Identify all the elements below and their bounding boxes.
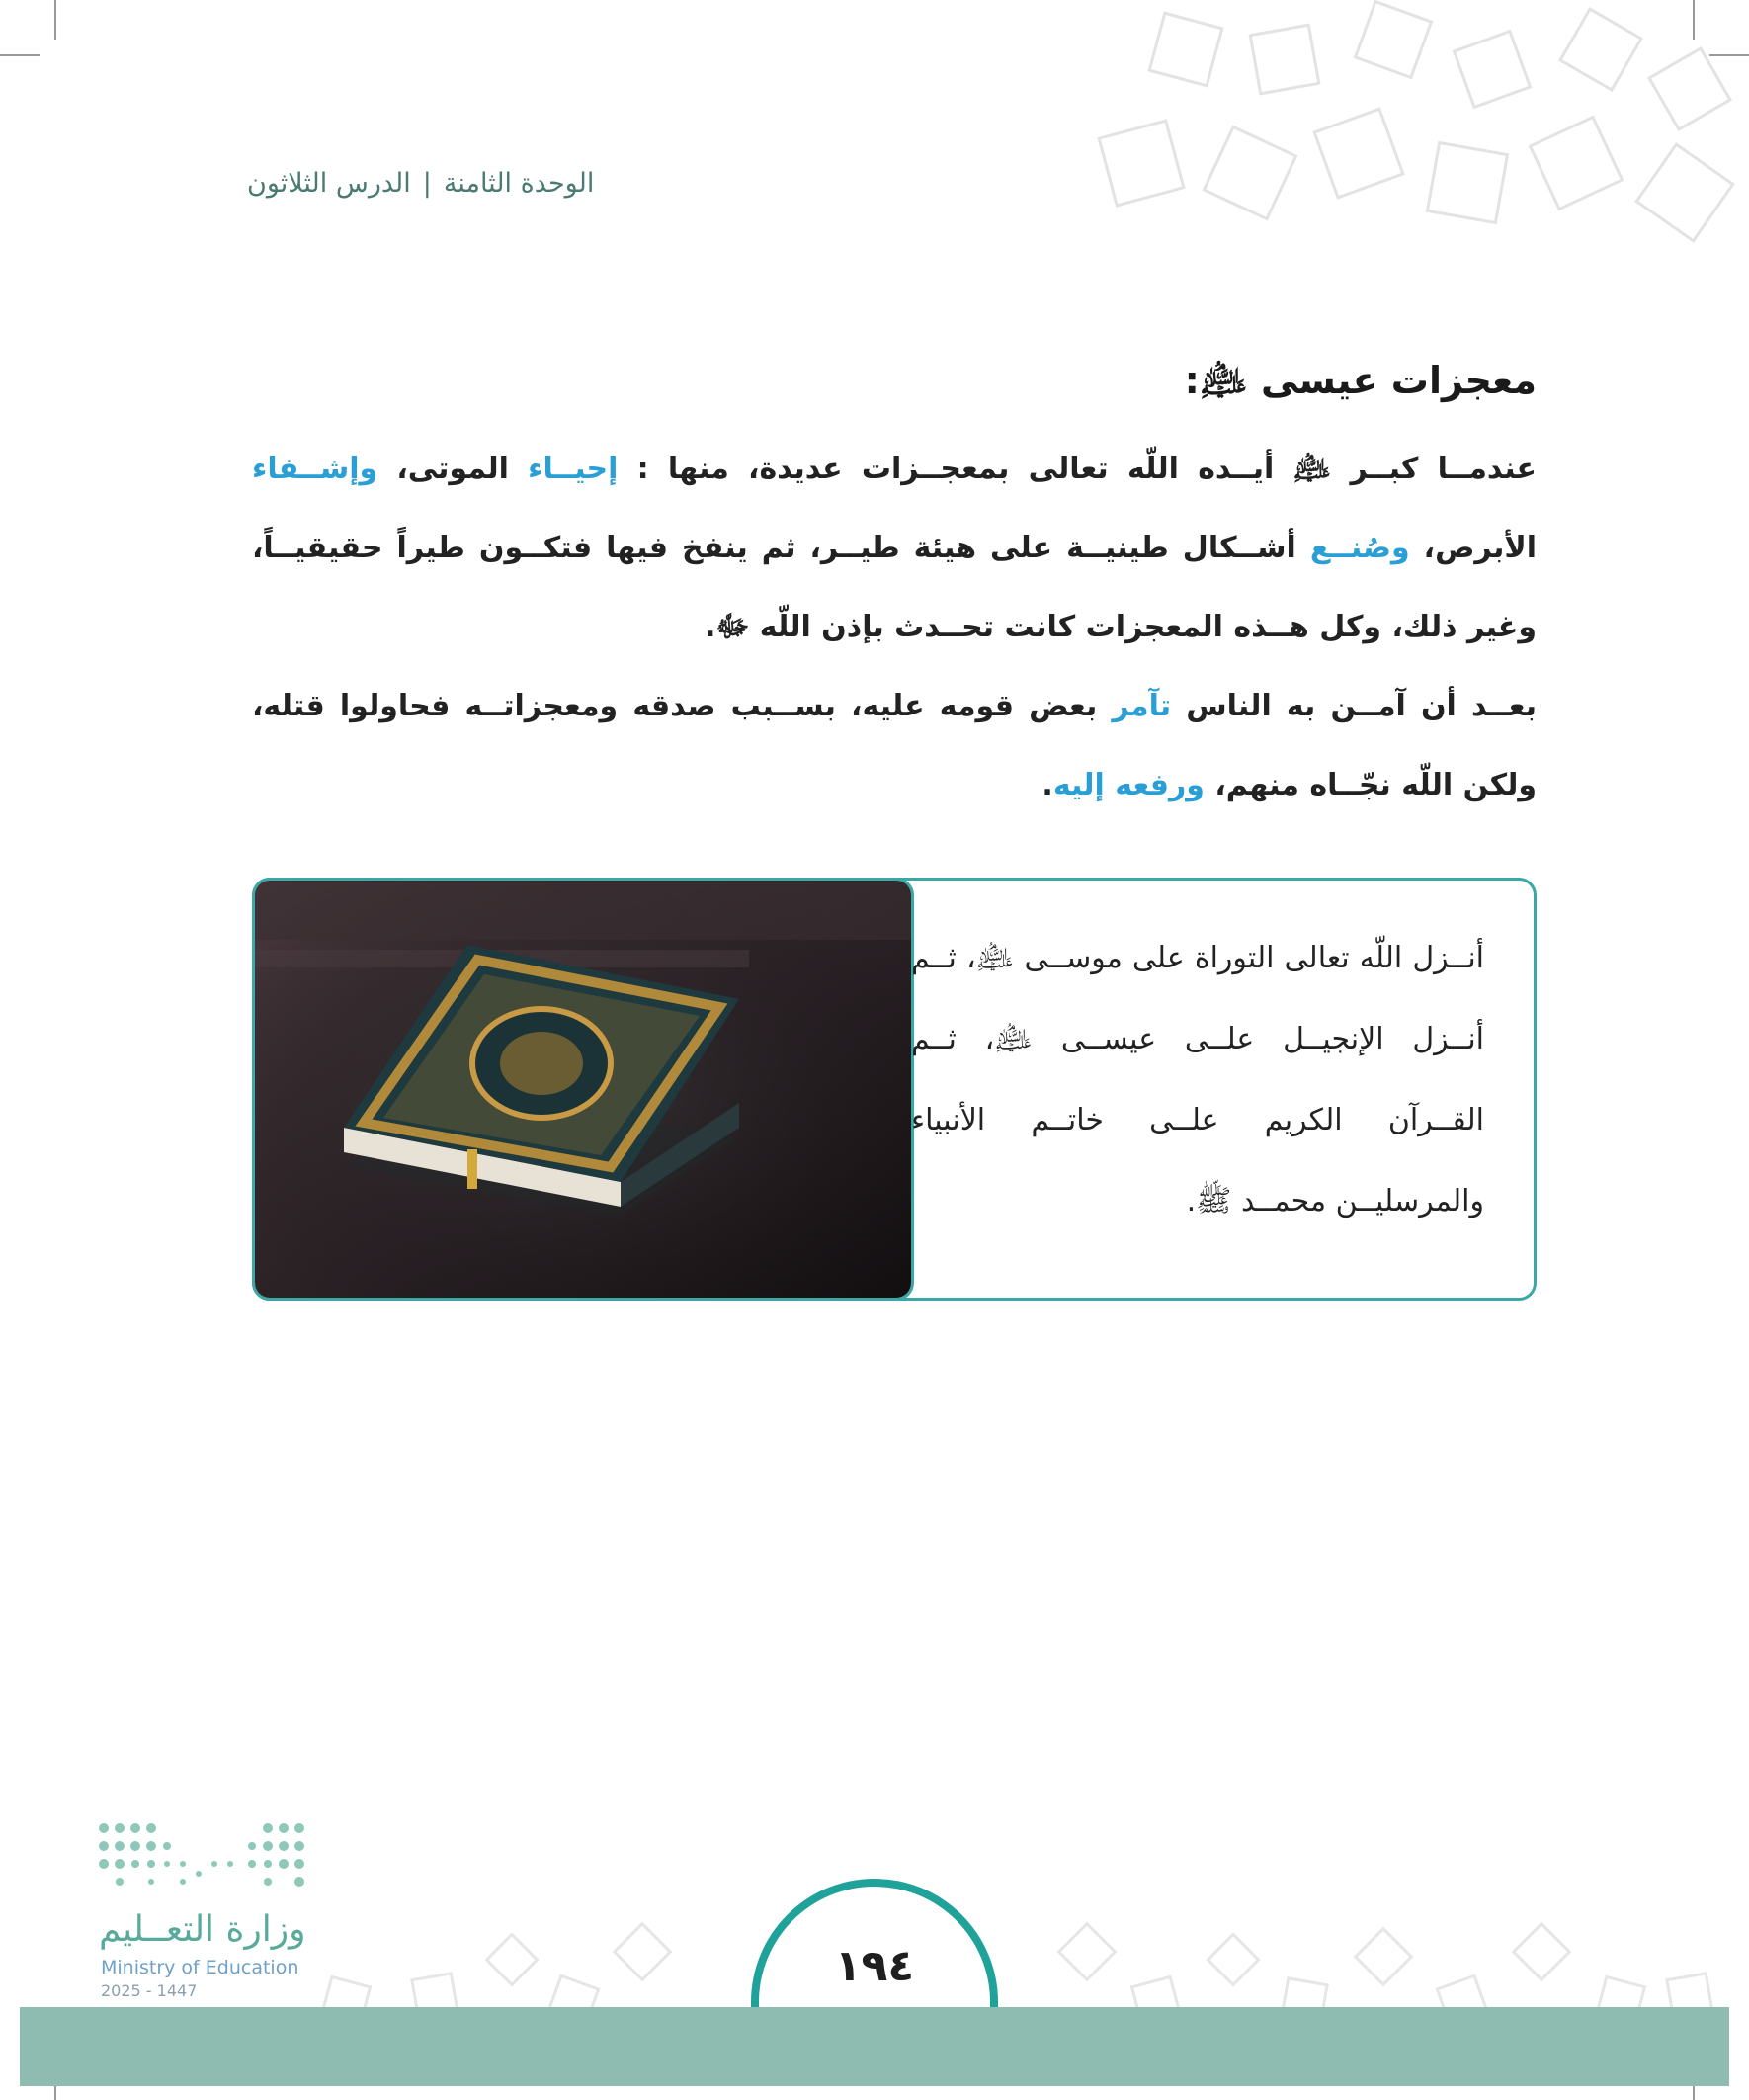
paragraph-text: الأبرص، [1409, 531, 1537, 565]
paragraph-text: الموتى، [377, 452, 529, 486]
info-card [252, 878, 1537, 1301]
crop-mark [0, 54, 40, 56]
ministry-logo-icon [94, 1818, 331, 1897]
unit-label: الوحدة الثامنة [443, 168, 595, 199]
keyword-taamar: تآمر [1112, 689, 1172, 723]
paragraph-text: عندمــا كبــر ﵇ أيــده اللّه تعالى بمعجــزات عديدة، منها : [618, 452, 1537, 486]
section-title: معجزات عيسى ﵇: [1184, 359, 1537, 402]
card-text: أنــزل اللّه تعالى التوراة على موســى ﵇، ثــم أنــزل الإنجيــل علــى عيســى ﵇، ثــم القــرآن الكريم علــى خاتــم الأنبياء والمرسليــن محمــد ﷺ. [911, 941, 1484, 1218]
keyword-ishfa: وإشــفاء [252, 452, 378, 486]
keyword-rafaahu: ورفعه إليه [1052, 768, 1205, 802]
paragraph-text: . [1041, 768, 1053, 802]
body-paragraph-2 [252, 667, 1537, 825]
crop-mark [54, 0, 56, 40]
paragraph-text: أشــكال طينيــة على هيئة طيــر، ثم ينفخ فيها فتكــون طيراً حقيقيــاً، وغير ذلك، وكل هــذه المعجزات كانت تحــدث بإذن اللّه ﷻ. [252, 531, 1537, 644]
ministry-name-arabic: وزارة التعــليم [99, 1909, 306, 1950]
ministry-name-english: Ministry of Education [101, 1957, 299, 1978]
paragraph-text: بعــد أن آمــن به الناس [1171, 689, 1537, 723]
paragraph-text: بعض قومه عليه، بســبب صدقه ومعجزاتــه فحاولوا قتله، ولكن اللّه نجّــاه منهم، [252, 689, 1537, 802]
book-illustration [255, 881, 914, 1301]
footer-band [20, 2007, 1729, 2086]
edition-year: 2025 - 1447 [101, 1981, 198, 2000]
header-separator: | [422, 168, 432, 199]
quran-book-image [252, 878, 914, 1301]
lesson-label: الدرس الثلاثون [247, 168, 411, 199]
keyword-ihya: إحيــاء [528, 452, 619, 486]
page-header [247, 168, 594, 199]
page-number: ١٩٤ [834, 1941, 915, 1991]
keyword-sun: وصُنــع [1309, 531, 1410, 565]
body-paragraph-1 [252, 430, 1537, 667]
decorative-pattern-top [1077, 0, 1749, 267]
